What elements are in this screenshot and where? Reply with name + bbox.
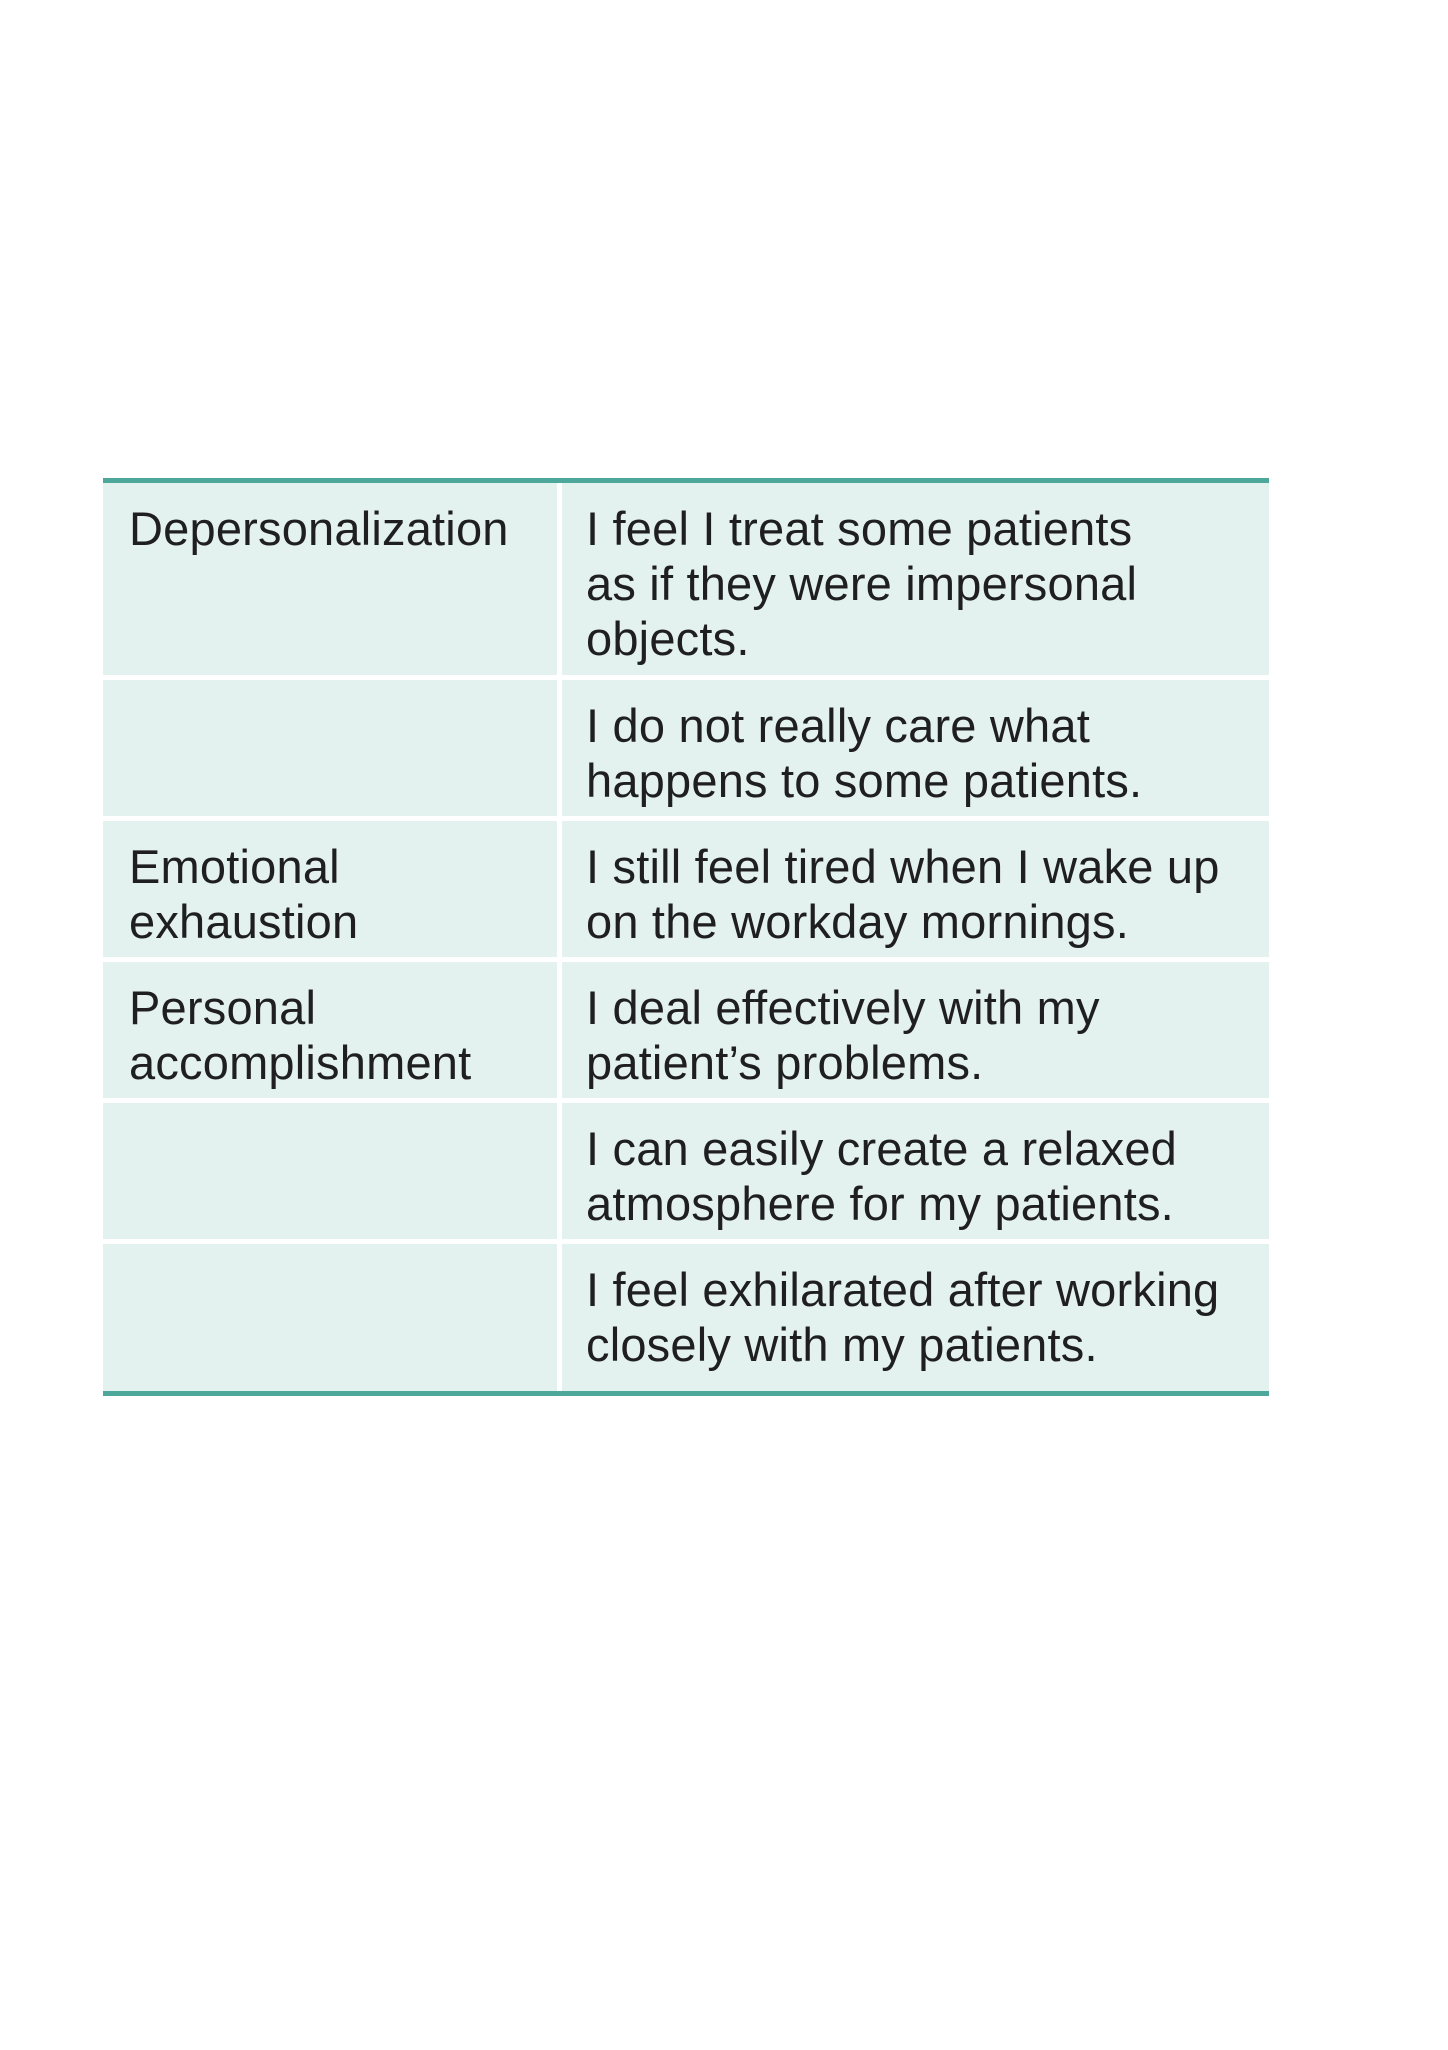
statement-text: I feel exhilarated after working [586, 1263, 1220, 1316]
dimension-cell [103, 962, 557, 1098]
statement-text: I still feel tired when I wake up [586, 840, 1220, 893]
statement-text: on the workday mornings. [586, 895, 1129, 948]
statement-text: I feel I treat some patients [586, 502, 1133, 555]
dimension-text: Personal [129, 981, 317, 1034]
dimension-text: Emotional [129, 840, 340, 893]
dimension-cell [103, 1244, 557, 1391]
statement-text: I can easily create a relaxed [586, 1122, 1178, 1175]
dimension-cell [103, 1103, 557, 1239]
dimension-cell [103, 680, 557, 816]
statement-cell [562, 1103, 1269, 1239]
table-row [103, 821, 1269, 957]
table-row [103, 1103, 1269, 1239]
table-row [103, 962, 1269, 1098]
statement-cell [562, 821, 1269, 957]
statement-text: as if they were impersonal [586, 557, 1138, 610]
table-row [103, 1244, 1269, 1391]
statement-text: atmosphere for my patients. [586, 1177, 1174, 1230]
statement-text: patient’s problems. [586, 1036, 984, 1089]
statement-cell [562, 483, 1269, 675]
statement-text: objects. [586, 612, 750, 665]
statement-text: I do not really care what [586, 699, 1090, 752]
dimension-text: accomplishment [129, 1036, 472, 1089]
statement-text: closely with my patients. [586, 1318, 1098, 1371]
table-row [103, 680, 1269, 816]
dimension-cell [103, 821, 557, 957]
dimension-cell [103, 483, 557, 675]
statement-cell [562, 962, 1269, 1098]
statement-text: happens to some patients. [586, 754, 1143, 807]
table-row [103, 483, 1269, 675]
burnout-items-table [103, 478, 1269, 1396]
dimension-text: Depersonalization [129, 502, 509, 555]
statement-cell [562, 1244, 1269, 1391]
dimension-text: exhaustion [129, 895, 359, 948]
statement-cell [562, 680, 1269, 816]
statement-text: I deal effectively with my [586, 981, 1100, 1034]
